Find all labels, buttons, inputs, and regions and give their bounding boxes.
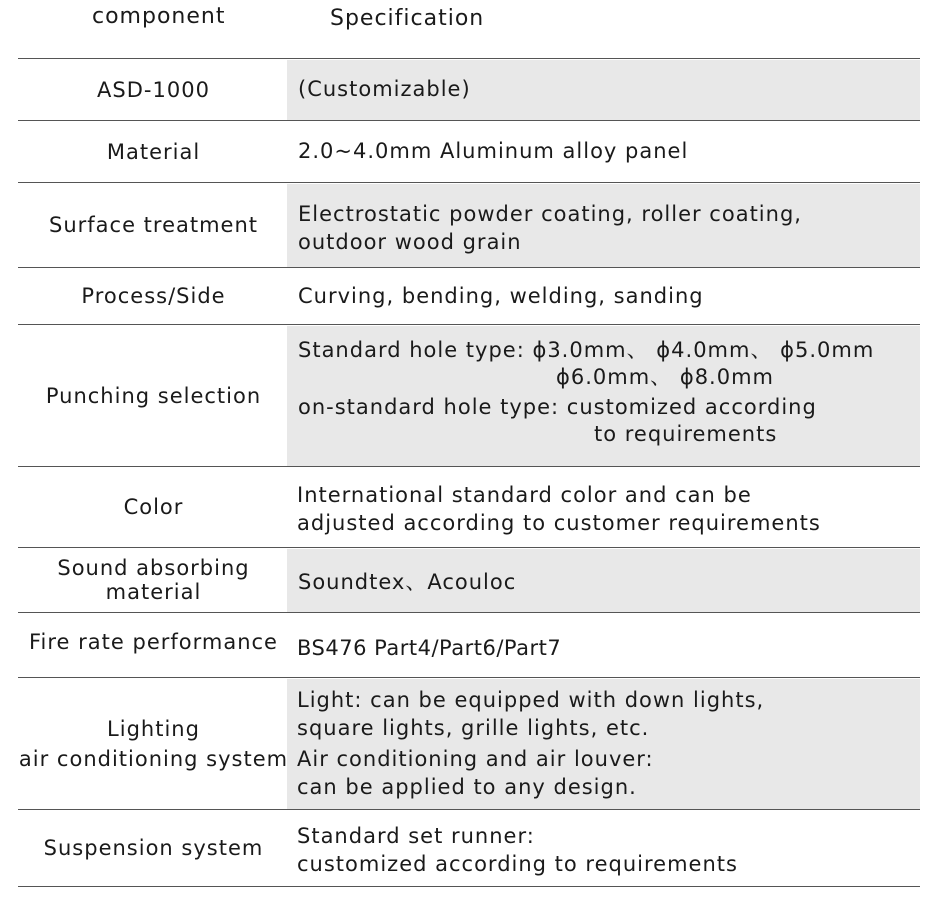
row-spec: Soundtex、Acouloc [298,570,517,594]
header-component: component [92,4,226,29]
spec-row-model [18,59,920,120]
row-label: Material [106,139,201,164]
spec-row-suspension [18,810,920,886]
spec-row-punching [18,325,920,466]
spec-row-lighting-ac [18,678,920,809]
spec-row-process [18,268,920,324]
row-spec: Curving, bending, welding, sanding [298,284,704,308]
row-spec: Electrostatic powder coating, roller coating, outdoor wood grain [298,202,802,254]
row-label: Lighting air conditioning system [18,716,289,771]
row-label: Sound absorbing material [57,556,250,604]
spec-row-material [18,121,920,182]
row-label: ASD-1000 [97,77,210,102]
row-spec: (Customizable) [298,77,471,101]
spec-row-surface-treatment [18,183,920,267]
spec-row-sound-absorbing [18,548,920,612]
row-label: Process/Side [81,284,226,308]
row-label: Surface treatment [48,213,259,237]
row-label: Punching selection [45,383,262,408]
row-spec: Standard hole type: ϕ3.0mm、 ϕ4.0mm、 ϕ5.0mm ϕ6.0mm、 ϕ8.0mm on-standard hole type: customized according to requirements [298,338,875,446]
row-label: Fire rate performance [29,630,278,654]
row-spec: BS476 Part4/Part6/Part7 [297,636,562,660]
row-label: Suspension system [43,836,264,860]
row-spec: Light: can be equipped with down lights, square lights, grille lights, etc. Air conditioning and air louver: can be applied to any design. [297,688,765,799]
row-spec: 2.0~4.0mm Aluminum alloy panel [298,139,689,163]
row-spec: Standard set runner: customized according to requirements [297,824,738,876]
header-specification: Specification [330,6,485,31]
row-spec: International standard color and can be adjusted according to customer requirements [297,483,821,535]
spec-row-fire-rate [18,613,920,677]
divider [18,886,920,887]
row-label: Color [123,495,184,519]
spec-row-color [18,467,920,547]
